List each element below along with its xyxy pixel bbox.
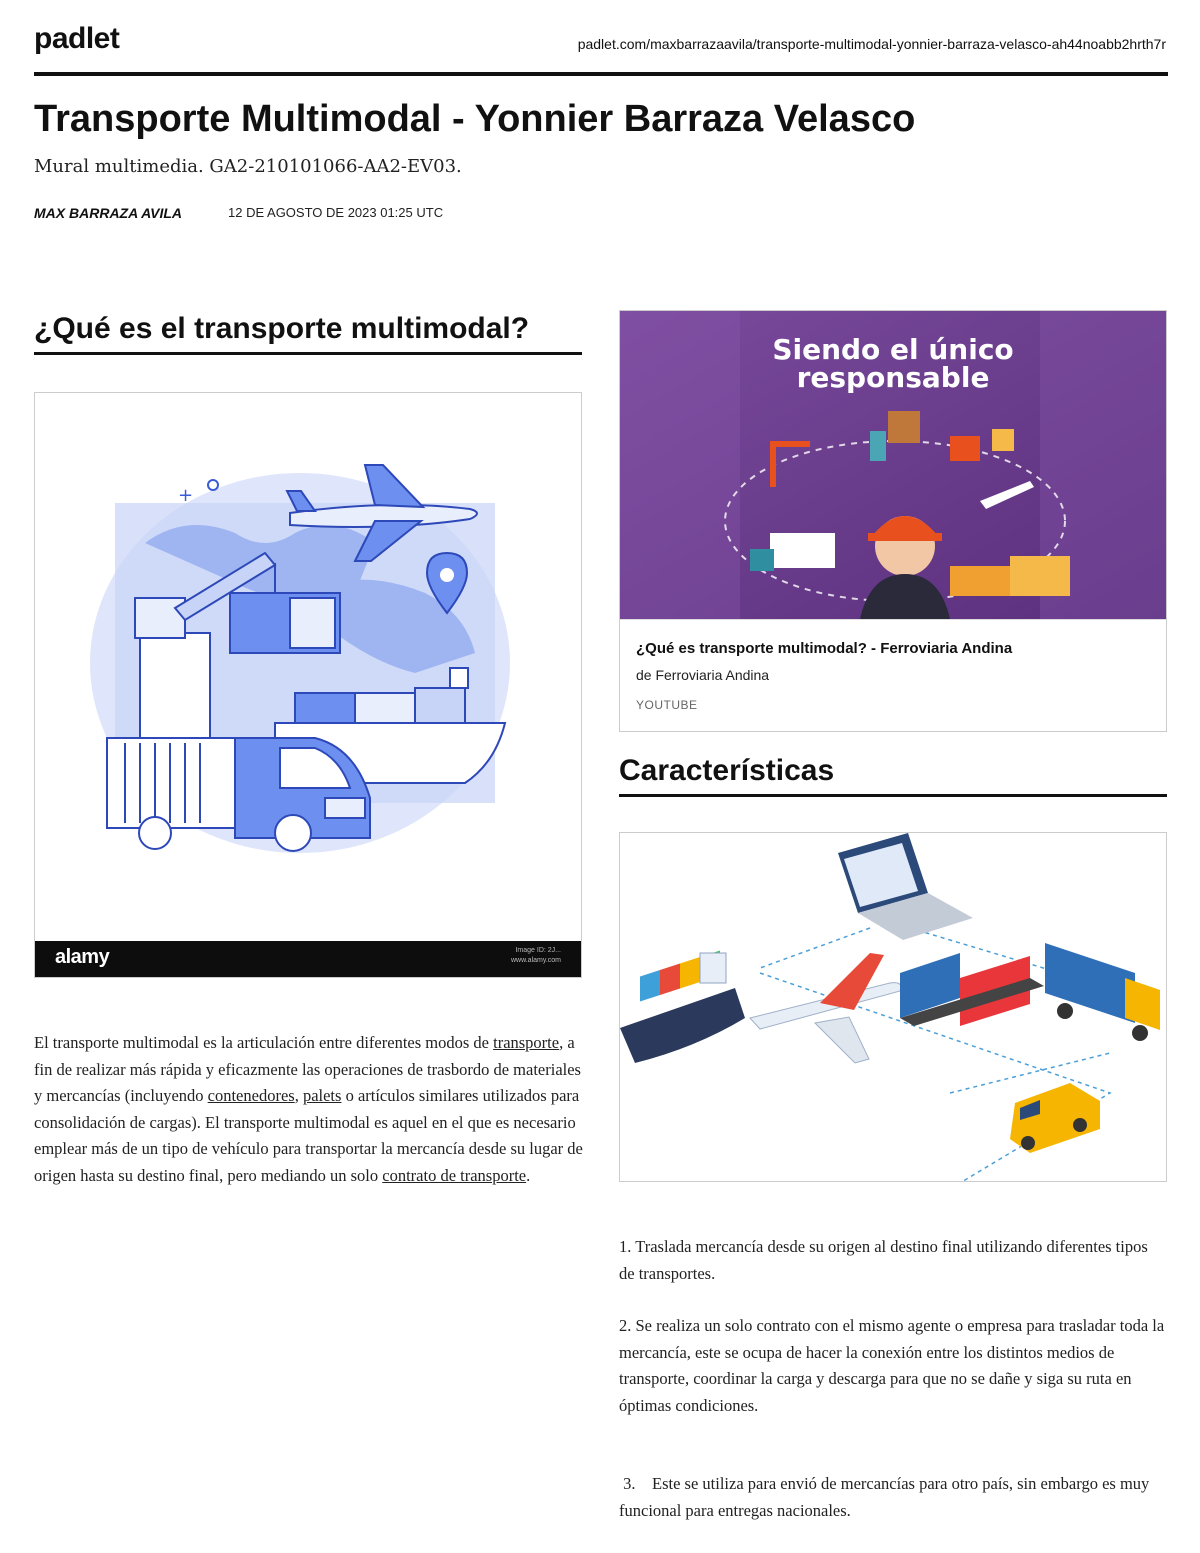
- logistics-illustration-card[interactable]: [619, 832, 1167, 1182]
- alamy-watermark: alamy: [55, 946, 110, 968]
- video-channel: de Ferroviaria Andina: [636, 667, 770, 683]
- characteristic-item-2: 2. Se realiza un solo contrato con el mismo agente o empresa para trasladar toda la mercancía, este se ocupa de hacer la conexión entre los distintos medios de transporte, coordinar la carga y descarga para que no se dañe y siga su ruta en óptimas condiciones.: [619, 1316, 1165, 1415]
- board-date: 12 DE AGOSTO DE 2023 01:25 UTC: [228, 205, 444, 220]
- section-divider: [34, 352, 582, 355]
- link-palets[interactable]: palets: [302, 1086, 342, 1105]
- video-card[interactable]: [619, 310, 1167, 732]
- multimodal-illustration-card[interactable]: [34, 392, 582, 978]
- section-title-characteristics: Características: [619, 754, 835, 787]
- multimodal-illustration: [35, 393, 581, 977]
- video-thumb-headline-line1: Siendo el único: [772, 333, 1014, 366]
- padlet-logo[interactable]: padlet: [34, 22, 120, 55]
- board-subtitle: Mural multimedia. GA2-210101066-AA2-EV03.: [34, 156, 462, 177]
- board-title: Transporte Multimodal - Yonnier Barraza Velasco: [34, 98, 916, 140]
- board-author: MAX BARRAZA AVILA: [34, 205, 183, 221]
- link-contrato-de-transporte[interactable]: contrato de transporte: [382, 1165, 527, 1185]
- video-thumb-headline-line2: responsable: [796, 361, 990, 394]
- logistics-illustration: [620, 833, 1166, 1181]
- characteristic-item-1: 1. Traslada mercancía desde su origen al destino final utilizando diferentes tipos de transportes.: [619, 1237, 1148, 1283]
- header-divider: [34, 72, 1168, 76]
- video-source: YOUTUBE: [636, 698, 698, 712]
- link-transporte[interactable]: transporte: [493, 1033, 560, 1052]
- definition-paragraph: El transporte multimodal es la articulación entre diferentes modos de transporte, a fin de realizar más rápida y eficazmente las operaciones de trasbordo de materiales y mercancías (incluyendo contenedores, palets o artículos similares utilizados para consolidación de cargas). El transporte multimodal es aquel en el que es necesario emplear más de un tipo de vehículo para transportar la mercancía desde su lugar de origen hasta su destino final, pero mediando un solo contrato de transporte.: [34, 1033, 583, 1185]
- characteristic-item-3: 3. Este se utiliza para envió de mercancías para otro país, sin embargo es muy funcional para entregas nacionales.: [619, 1474, 1154, 1520]
- video-thumbnail[interactable]: [620, 311, 1166, 619]
- page-url: padlet.com/maxbarrazaavila/transporte-multimodal-yonnier-barraza-velasco-ah44noabb2hrth7r: [577, 36, 1166, 52]
- alamy-image-id: Image ID: 2J... www.alamy.com: [510, 947, 561, 964]
- svg-text:+: +: [178, 485, 194, 506]
- section-divider: [619, 794, 1167, 797]
- video-card-divider: [620, 619, 1166, 620]
- section-title-what-is: ¿Qué es el transporte multimodal?: [34, 312, 530, 345]
- link-contenedores[interactable]: contenedores: [207, 1086, 295, 1105]
- video-title[interactable]: ¿Qué es transporte multimodal? - Ferroviaria Andina: [636, 640, 1013, 657]
